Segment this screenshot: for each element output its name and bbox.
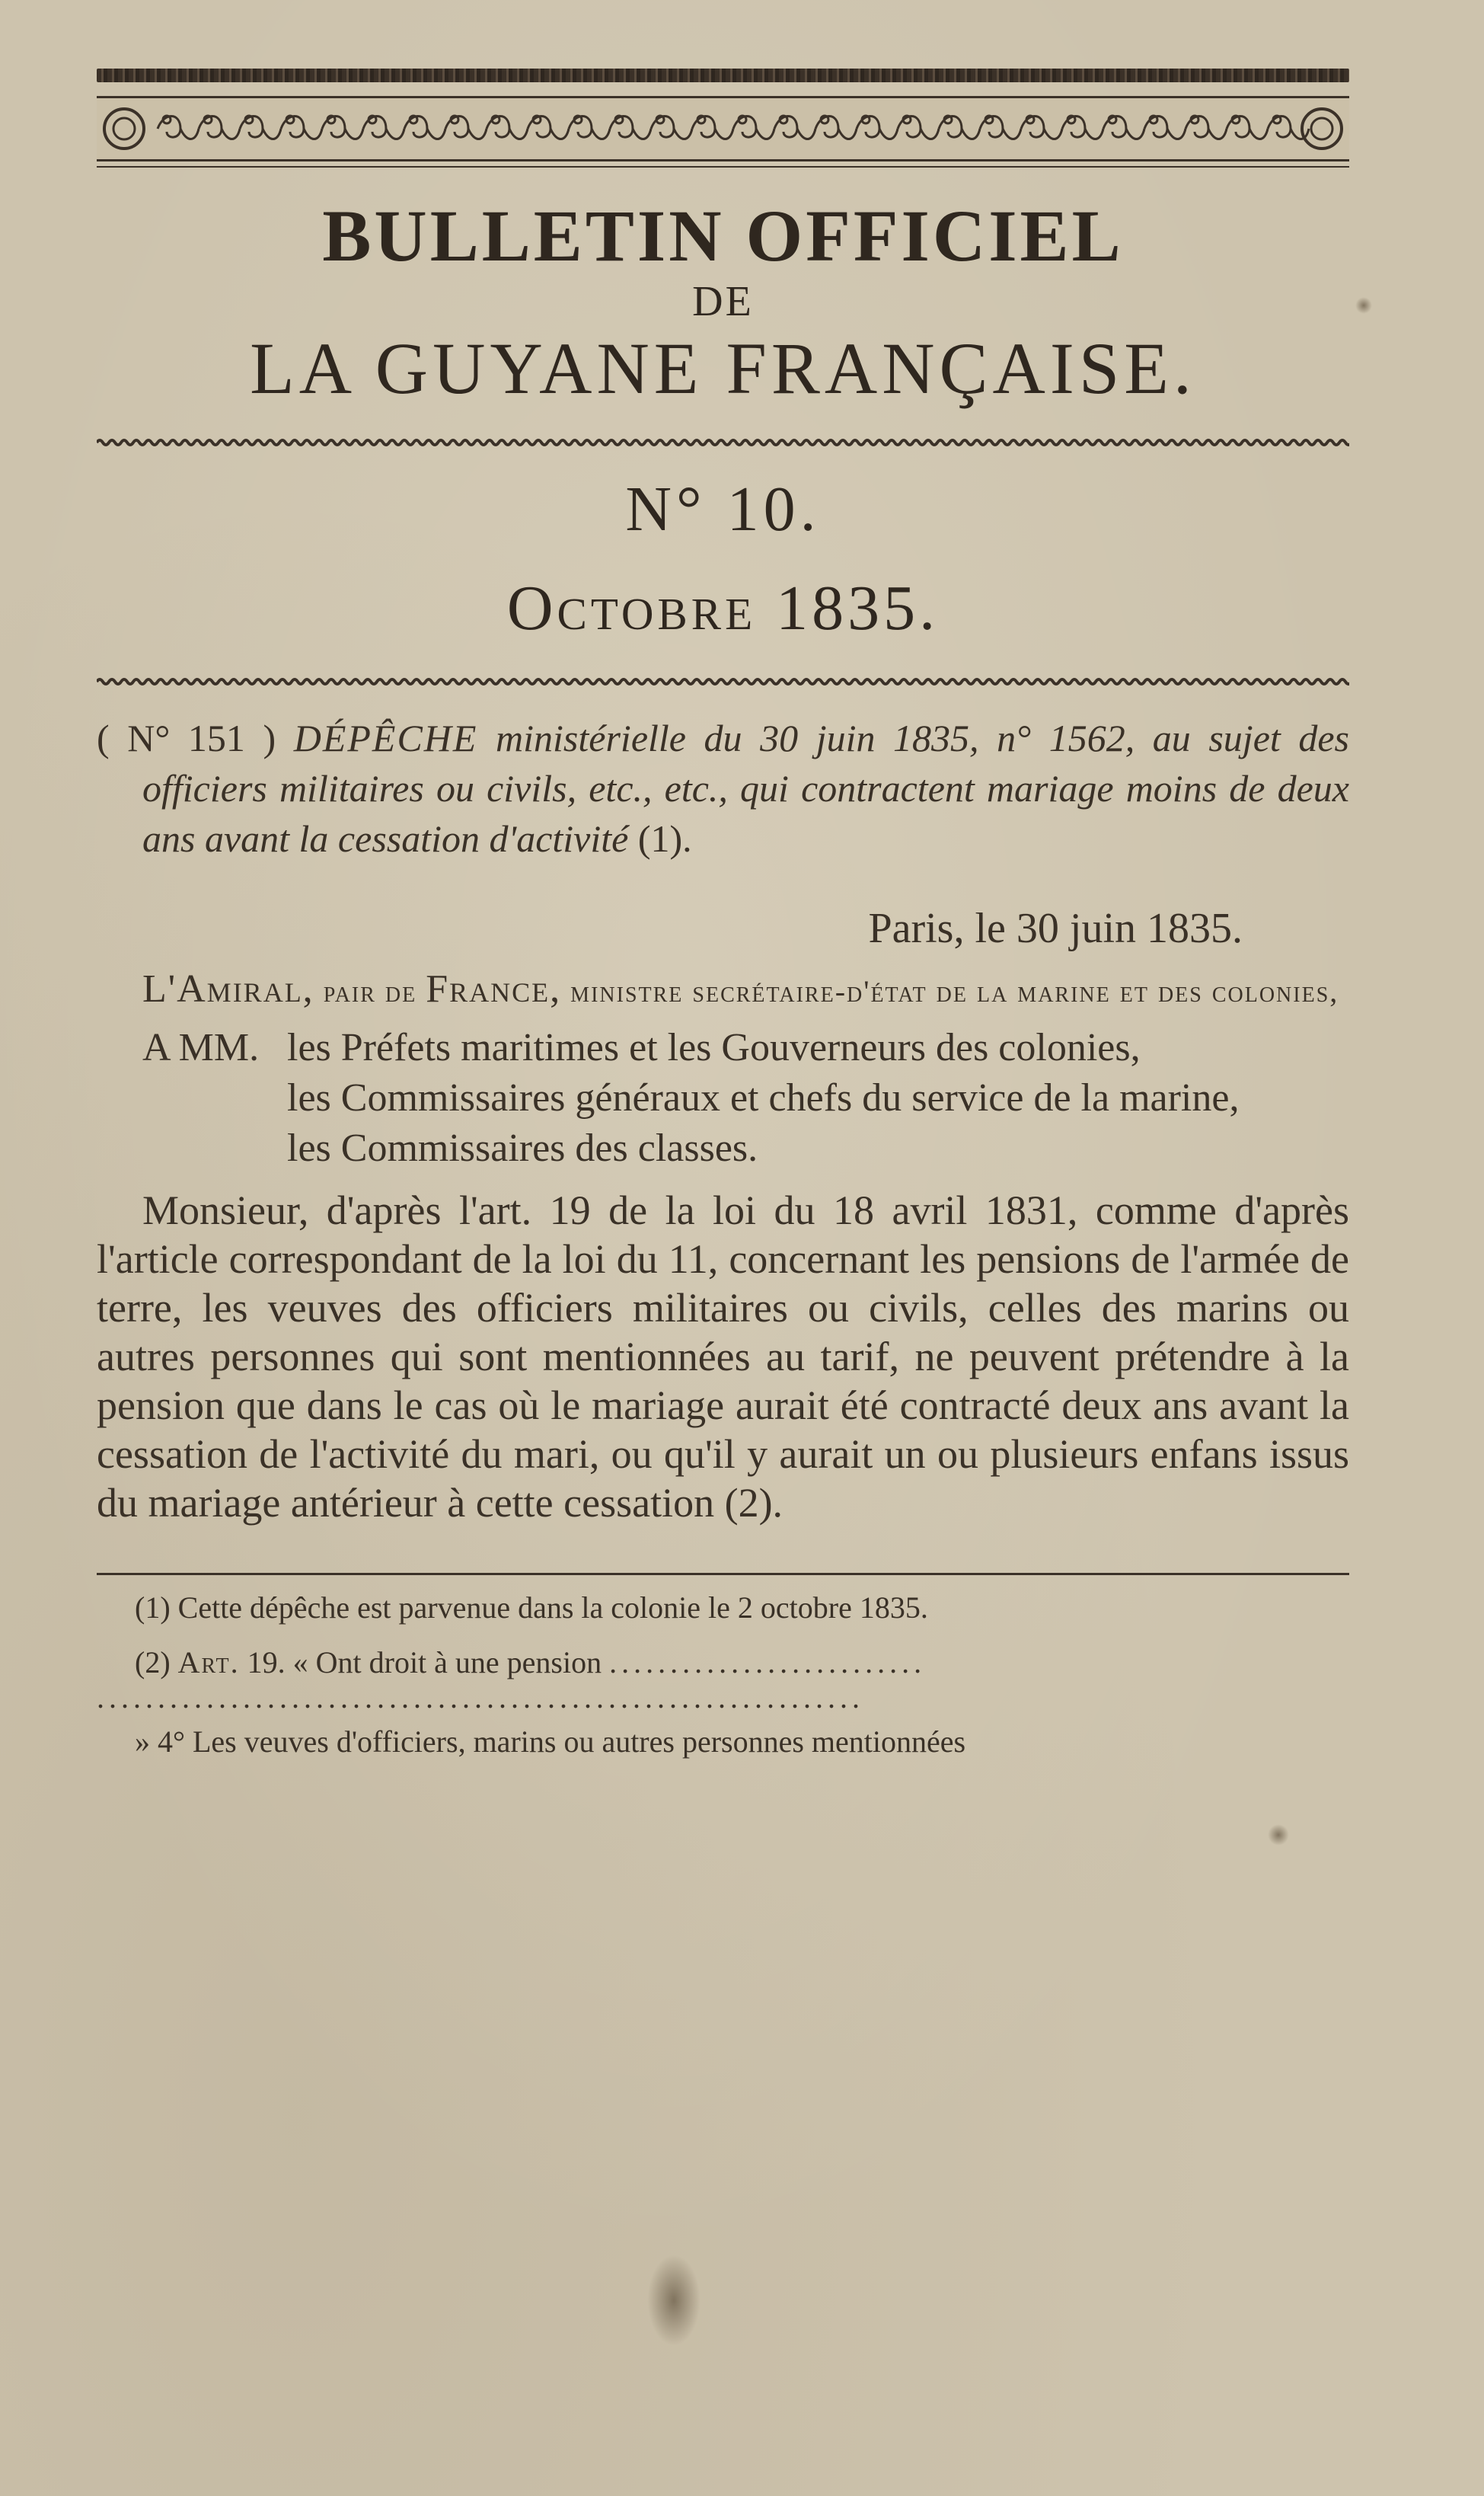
recipient-item: les Préfets maritimes et les Gouverneurs des colonies,: [287, 1026, 1141, 1069]
place-date: Paris, le 30 juin 1835.: [868, 905, 1243, 952]
recipients-block: [97, 1023, 1349, 1174]
ink-spot: [1355, 297, 1372, 314]
header-top-rule: [97, 69, 1349, 82]
bulletin-title-de: DE: [692, 278, 754, 325]
dispatch-number: ( N° 151 ): [97, 717, 276, 759]
bulletin-page: [97, 69, 1349, 1764]
dispatch-type: DÉPÊCHE: [293, 717, 478, 759]
ellipsis-line: ...............................................................: [97, 1686, 864, 1709]
wavy-divider: [97, 676, 1349, 687]
recipients-lead: A MM.: [142, 1026, 260, 1069]
body-paragraph: Monsieur, d'après l'art. 19 de la loi du 18 avril 1831, comme d'après l'article correspondant de la loi du 11, concernant les pensions de l'armée de terre, les veuves des officiers militaires ou civils, celles des marins ou autres personnes qui sont mentionnées au tarif, ne peuvent prétendre à la pension que dans le cas où le mariage aurait été contracté deux ans avant la cessation de l'activité du mari, ou qu'il y aurait un ou plusieurs enfans issus du mariage antérieur à cette cessation (2).: [97, 1187, 1349, 1526]
recipient-row: [97, 1123, 1349, 1174]
header-bottom-rule: [97, 166, 1349, 168]
footnote-ref: (1).: [637, 817, 692, 860]
dispatch-heading: [97, 713, 1349, 864]
recipient-item: les Commissaires généraux et chefs du service de la marine,: [287, 1076, 1240, 1120]
sender-line: [97, 967, 1349, 1014]
ornament-pattern-icon: [97, 98, 1349, 159]
recipient-item: les Commissaires des classes.: [287, 1127, 758, 1170]
ink-stain: [647, 2255, 701, 2346]
footnote-1: (1) Cette dépêche est parvenue dans la colonie le 2 octobre 1835.: [135, 1590, 928, 1625]
recipient-row: [97, 1023, 1349, 1073]
issue-date: Octobre 1835.: [506, 573, 940, 644]
footnote-2: (2) Art. 19. « Ont droit à une pension ..........................: [135, 1645, 927, 1679]
footnote-3: » 4° Les veuves d'officiers, marins ou autres personnes mentionnées: [135, 1724, 966, 1759]
sender-rank: pair de: [323, 974, 417, 1008]
bulletin-title: BULLETIN OFFICIEL: [322, 195, 1124, 276]
wavy-divider: [97, 437, 1349, 448]
recipient-row: [97, 1073, 1349, 1123]
ink-spot: [1268, 1824, 1289, 1846]
sender-country: France,: [426, 967, 562, 1011]
sender-title: L'Amiral,: [142, 967, 314, 1011]
sender-office: ministre secrétaire-d'état de la marine et des colonies,: [570, 974, 1339, 1008]
footnote-rule: [97, 1573, 1349, 1575]
dispatch-subject: ministérielle du 30 juin 1835, n° 1562, au sujet des officiers militaires ou civils, etc., etc., qui contractent mariage moins de deux ans avant la cessation d'activité: [142, 717, 1350, 860]
bulletin-subtitle: LA GUYANE FRANÇAISE.: [250, 328, 1196, 409]
issue-number: N° 10.: [625, 474, 821, 545]
ornamental-border: [97, 96, 1349, 161]
